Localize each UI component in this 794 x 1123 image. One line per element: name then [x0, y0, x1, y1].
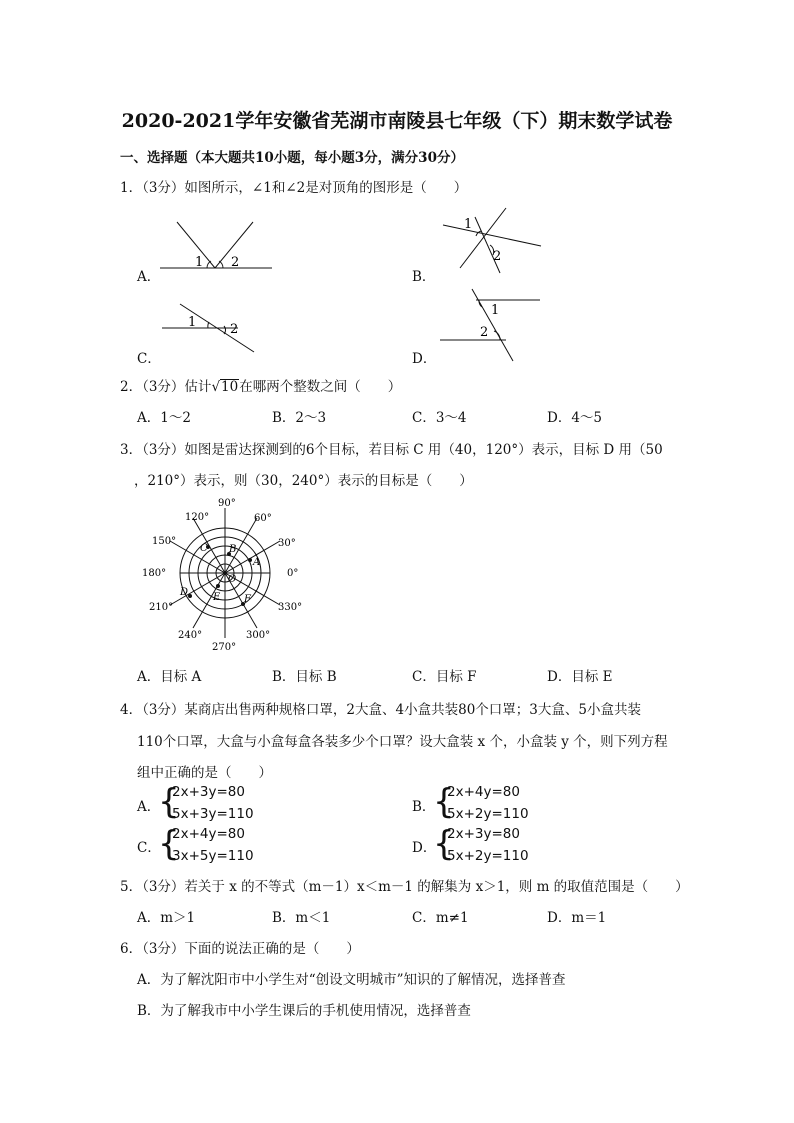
radar-deg-30: 30° — [278, 538, 296, 549]
q2-radicand: 10 — [221, 379, 239, 395]
q2-stem-pre: 2．（3分）估计 — [120, 379, 212, 395]
q4-stem-line3: 组中正确的是（ ） — [137, 765, 272, 781]
q1-a-angle1: 1 — [195, 255, 204, 270]
q1-option-c-label: C． — [137, 351, 161, 367]
q4-stem-line2: 110个口罩，大盒与小盒每盒各装多少个口罩？设大盒装 x 个，小盒装 y 个，则下列方程 — [137, 734, 668, 750]
radar-deg-210: 210° — [149, 602, 174, 613]
radar-target-d: D — [180, 587, 189, 598]
q3-option-d: D．目标 E — [547, 669, 613, 685]
q1-a-angle2: 2 — [231, 255, 240, 270]
q1-stem: 1．（3分）如图所示，∠1和∠2是对顶角的图形是（ ） — [120, 180, 468, 196]
radar-target-a-dot — [248, 558, 252, 562]
q2-stem-post: 在哪两个整数之间（ ） — [239, 379, 402, 395]
radar-deg-0: 0° — [287, 568, 299, 579]
q4-option-d-label: D． — [412, 840, 437, 856]
radar-deg-150: 150° — [152, 536, 177, 547]
q3-stem-line2: ，210°）表示，则（30，240°）表示的目标是（ ） — [134, 473, 473, 489]
q4-d-brace: { — [433, 824, 455, 864]
radar-origin: O — [228, 574, 237, 585]
q4-b-brace: { — [433, 782, 455, 822]
radar-deg-330: 330° — [278, 602, 303, 613]
radar-deg-90: 90° — [218, 498, 236, 509]
q1-option-a-label: A． — [137, 269, 161, 285]
q5-option-a: A．m＞1 — [137, 910, 196, 926]
q4-option-b-label: B． — [412, 799, 436, 815]
q4-a-eq1: 2x+3y=80 — [172, 784, 245, 800]
q1-figure-d — [436, 286, 546, 364]
q4-option-a-label: A． — [137, 799, 161, 815]
radar-deg-60: 60° — [254, 513, 272, 524]
q1-figure-a — [155, 218, 280, 276]
radar-target-c: C — [200, 543, 208, 554]
q2-option-b: B．2～3 — [272, 410, 327, 426]
radar-target-a: A — [253, 557, 261, 568]
q1-d-angle1: 1 — [491, 303, 500, 318]
page-title: 2020-2021学年安徽省芜湖市南陵县七年级（下）期末数学试卷 — [121, 110, 673, 132]
q6-stem: 6．（3分）下面的说法正确的是（ ） — [120, 941, 360, 957]
q1-figure-c — [158, 298, 258, 358]
q3-option-a: A．目标 A — [137, 669, 202, 685]
q3-option-b: B．目标 B — [272, 669, 337, 685]
q6-option-a: A．为了解沈阳市中小学生对“创设文明城市”知识的了解情况，选择普查 — [137, 972, 566, 988]
radar-deg-270: 270° — [212, 642, 237, 653]
q6-option-b: B．为了解我市中小学生课后的手机使用情况，选择普查 — [137, 1003, 471, 1019]
q2-option-c: C．3～4 — [412, 410, 467, 426]
q4-a-brace: { — [158, 782, 180, 822]
q5-option-b: B．m＜1 — [272, 910, 331, 926]
radar-target-e: E — [213, 592, 221, 603]
q4-stem-line1: 4．（3分）某商店出售两种规格口罩，2大盒、4小盒共装80个口罩；3大盒、5小盒共装 — [120, 702, 641, 718]
q3-stem-line1: 3．（3分）如图是雷达探测到的6个目标，若目标 C 用（40，120°）表示，目标 D 用（50 — [120, 442, 663, 458]
q4-c-eq1: 2x+4y=80 — [172, 826, 245, 842]
q2-option-a: A．1～2 — [137, 410, 191, 426]
radar-target-f: F — [244, 594, 251, 605]
sqrt-symbol: √ — [211, 379, 221, 395]
q1-option-b-label: B． — [412, 269, 436, 285]
q4-a-eq2: 5x+3y=110 — [172, 806, 254, 822]
q2-stem — [120, 375, 401, 395]
q4-d-eq1: 2x+3y=80 — [447, 826, 520, 842]
radar-target-b: B — [229, 544, 237, 555]
q1-b-angle1: 1 — [464, 217, 473, 232]
radar-target-e-dot — [216, 584, 220, 588]
q1-figure-b — [438, 205, 548, 275]
q1-b-angle2: 2 — [493, 249, 502, 264]
q5-stem: 5．（3分）若关于 x 的不等式（m－1）x＜m－1 的解集为 x＞1，则 m 的取值范围是（ ） — [120, 879, 689, 895]
section-heading: 一、选择题（本大题共10小题，每小题3分，满分30分） — [120, 150, 464, 166]
q3-option-c: C．目标 F — [412, 669, 477, 685]
radar-diagram — [130, 494, 310, 656]
q1-d-angle2: 2 — [480, 325, 489, 340]
radar-deg-180: 180° — [142, 568, 167, 579]
q4-option-c-label: C． — [137, 840, 161, 856]
radar-deg-120: 120° — [185, 512, 210, 523]
radar-deg-240: 240° — [178, 630, 203, 641]
q4-b-eq1: 2x+4y=80 — [447, 784, 520, 800]
q4-c-brace: { — [158, 824, 180, 864]
q5-option-c: C．m≠1 — [412, 910, 469, 926]
q1-c-angle1: 1 — [188, 315, 197, 330]
radar-deg-300: 300° — [246, 630, 271, 641]
q4-b-eq2: 5x+2y=110 — [447, 806, 529, 822]
q1-option-d-label: D． — [412, 351, 437, 367]
q1-c-angle2: 2 — [230, 322, 239, 337]
q2-option-d: D．4～5 — [547, 410, 603, 426]
q5-option-d: D．m＝1 — [547, 910, 607, 926]
q4-d-eq2: 5x+2y=110 — [447, 848, 529, 864]
q4-c-eq2: 3x+5y=110 — [172, 848, 254, 864]
radar-target-d-dot — [188, 594, 192, 598]
